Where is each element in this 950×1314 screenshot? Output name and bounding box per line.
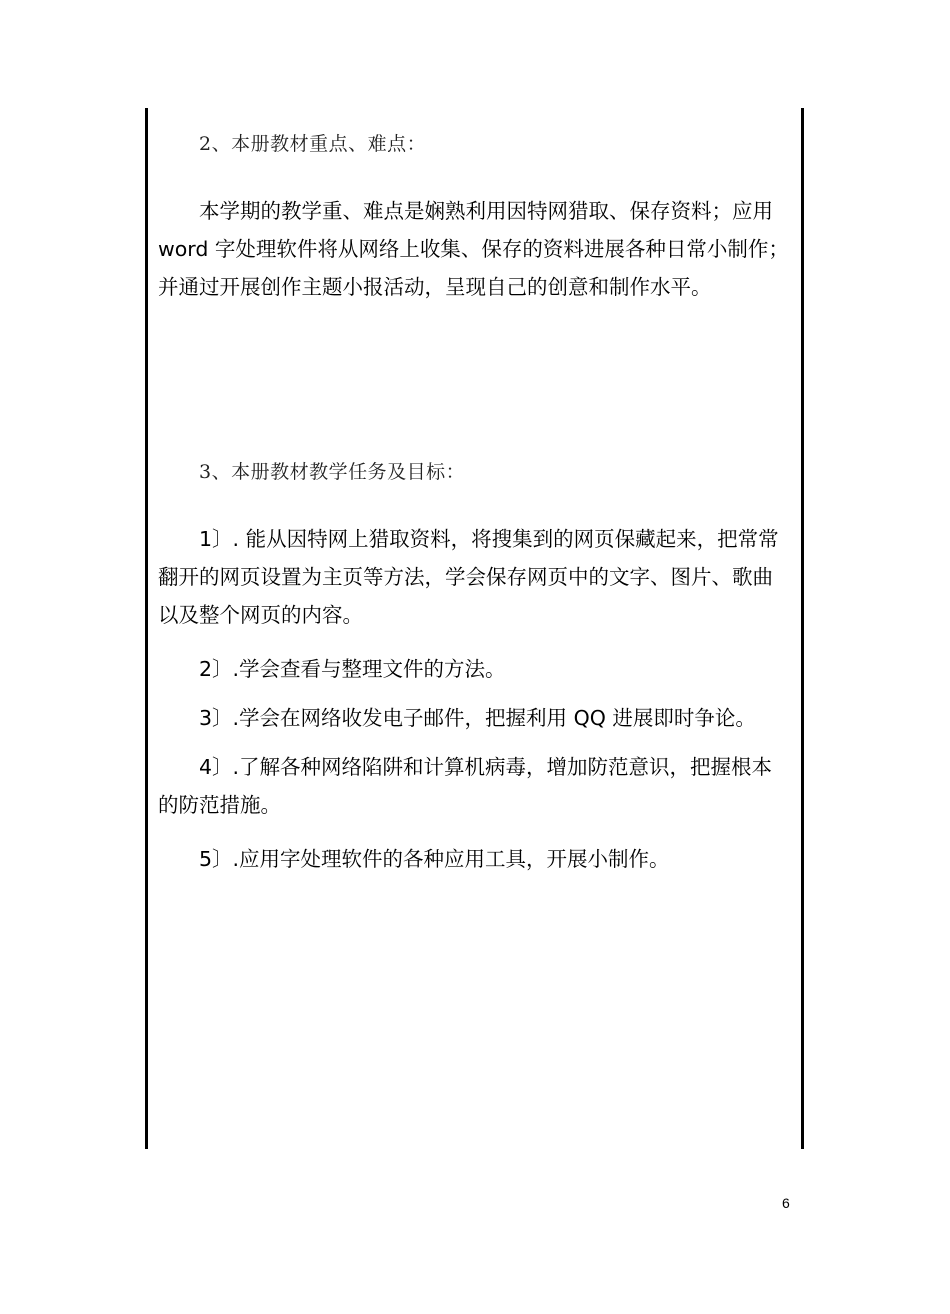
objective-2: 2〕.学会查看与整理文件的方法。	[199, 657, 506, 681]
section-2-paragraph-line-1: 本学期的教学重、难点是娴熟利用因特网猎取、保存资料；应用	[199, 199, 773, 223]
table-right-border	[801, 108, 804, 1149]
table-left-border	[145, 108, 148, 1149]
objective-4-line-1: 4〕.了解各种网络陷阱和计算机病毒，增加防范意识，把握根本	[199, 755, 773, 779]
objective-1-line-2: 翻开的网页设置为主页等方法，学会保存网页中的文字、图片、歌曲	[158, 565, 773, 589]
section-2-heading: 2、本册教材重点、难点：	[199, 133, 427, 155]
objective-5: 5〕.应用字处理软件的各种应用工具，开展小制作。	[199, 847, 670, 871]
page-number: 6	[782, 1195, 790, 1211]
objective-3: 3〕.学会在网络收发电子邮件，把握利用 QQ 进展即时争论。	[199, 706, 756, 730]
section-2-paragraph-line-3: 并通过开展创作主题小报活动，呈现自己的创意和制作水平。	[158, 275, 712, 299]
objective-1-line-3: 以及整个网页的内容。	[158, 603, 363, 627]
objective-4-line-2: 的防范措施。	[158, 793, 281, 817]
section-2-paragraph-line-2: word 字处理软件将从网络上收集、保存的资料进展各种日常小制作；	[158, 237, 789, 261]
objective-1-line-1: 1〕. 能从因特网上猎取资料，将搜集到的网页保藏起来，把常常	[199, 527, 779, 551]
section-3-heading: 3、本册教材教学任务及目标：	[199, 461, 466, 483]
